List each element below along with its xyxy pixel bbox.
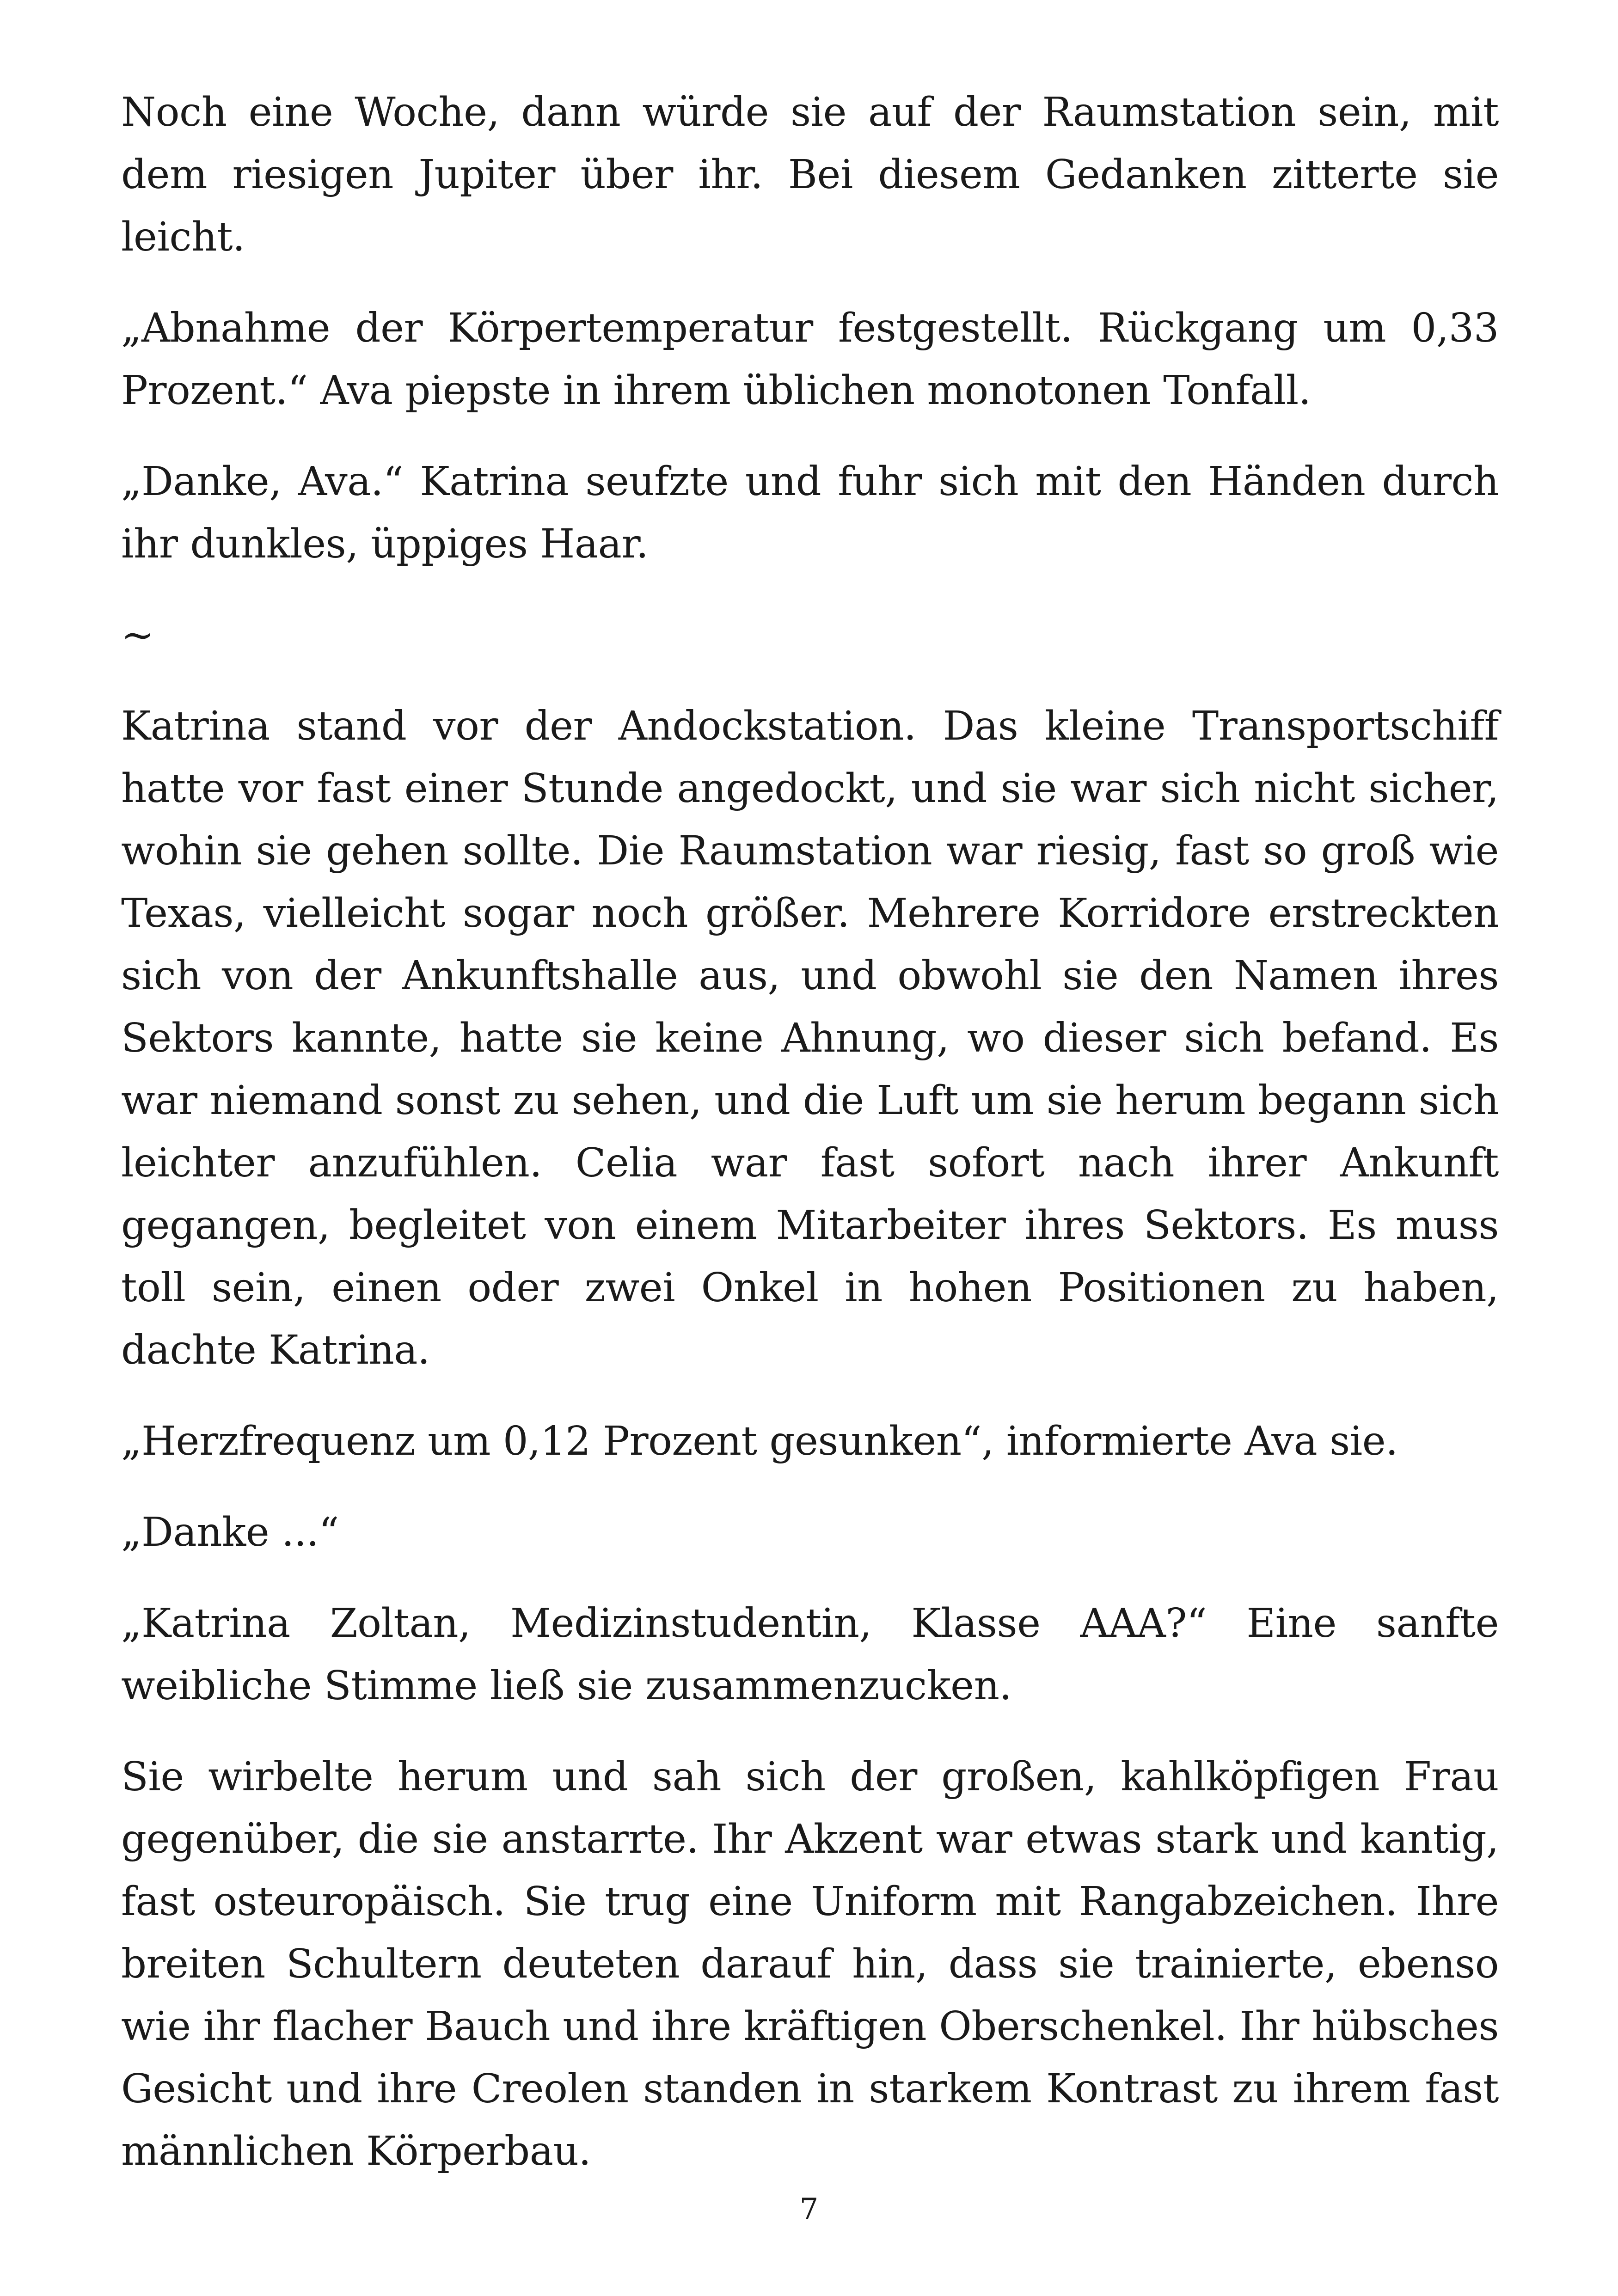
- page-body: [121, 81, 1499, 2211]
- paragraph: „Danke ...“: [121, 1509, 339, 1555]
- paragraph: „Abnahme der Körpertemperatur festgestellt. Rückgang um 0,33 Prozent.“ Ava piepste in ihrem üblichen monotonen Tonfall.: [121, 305, 1499, 414]
- paragraph: Sie wirbelte herum und sah sich der großen, kahlköpfigen Frau gegenüber, die sie anstarrte. Ihr Akzent war etwas stark und kantig, fast osteuropäisch. Sie trug eine Uniform mit Rangabzeichen. Ihre breiten Schultern deuteten darauf hin, dass sie trainierte, ebenso wie ihr flacher Bauch und ihre kräftigen Oberschenkel. Ihr hübsches Gesicht und ihre Creolen standen in starkem Kontrast zu ihrem fast männlichen Körperbau.: [121, 1754, 1499, 2174]
- paragraph: Noch eine Woche, dann würde sie auf der Raumstation sein, mit dem riesigen Jupiter über ihr. Bei diesem Gedanken zitterte sie leicht.: [121, 89, 1499, 260]
- section-separator: ~: [121, 612, 155, 658]
- paragraph: „Herzfrequenz um 0,12 Prozent gesunken“, informierte Ava sie.: [121, 1418, 1398, 1464]
- page-number: 7: [799, 2192, 819, 2227]
- paragraph: „Danke, Ava.“ Katrina seufzte und fuhr sich mit den Händen durch ihr dunkles, üppiges Haar.: [121, 459, 1499, 567]
- paragraph: „Katrina Zoltan, Medizinstudentin, Klasse AAA?“ Eine sanfte weibliche Stimme ließ sie zusammenzucken.: [121, 1600, 1499, 1709]
- paragraph: Katrina stand vor der Andockstation. Das kleine Transportschiff hatte vor fast einer Stunde angedockt, und sie war sich nicht sicher, wohin sie gehen sollte. Die Raumstation war riesig, fast so groß wie Texas, vielleicht sogar noch größer. Mehrere Korridore erstreckten sich von der Ankunftshalle aus, und obwohl sie den Namen ihres Sektors kannte, hatte sie keine Ahnung, wo dieser sich befand. Es war niemand sonst zu sehen, und die Luft um sie herum begann sich leichter anzufühlen. Celia war fast sofort nach ihrer Ankunft gegangen, begleitet von einem Mitarbeiter ihres Sektors. Es muss toll sein, einen oder zwei Onkel in hohen Positionen zu haben, dachte Katrina.: [121, 703, 1499, 1373]
